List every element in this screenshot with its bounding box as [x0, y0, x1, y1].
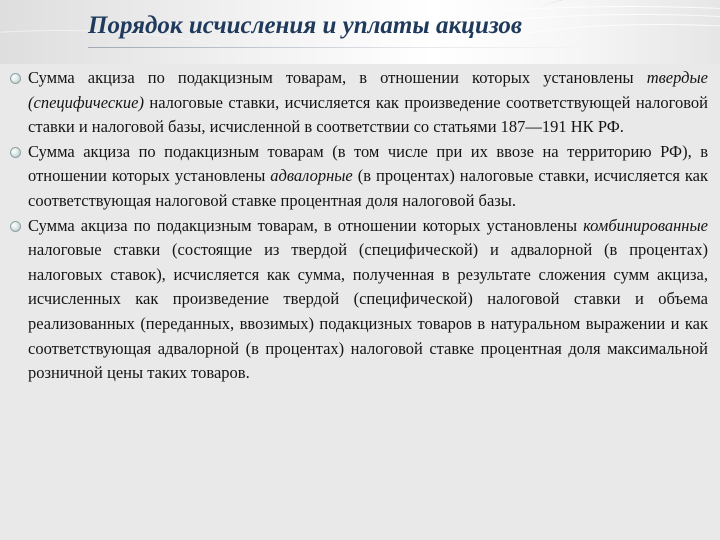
- title-underline: [88, 47, 588, 48]
- bullet-icon: [10, 221, 21, 232]
- bullet-text: [28, 142, 708, 210]
- bullet-list: [8, 66, 708, 386]
- bullet-icon: [10, 147, 21, 158]
- bullet-text: [28, 68, 708, 136]
- emphasized-term: адвалорные: [270, 166, 353, 186]
- bullet-item-specific-rates: [8, 66, 708, 140]
- bullet-item-ad-valorem-rates: [8, 140, 708, 214]
- text-segment: налоговые ставки (состоящие из твердой (специфической) и адвалорной (в процентах) налоговых ставок), исчисляется как сумма, полученная в результате сложения сумм акциза, исчисленных как произведение твердой (специфической) налоговой ставки и объема реализованных (переданных, ввозимых) подакцизных товаров в натуральном выражении и как соответствующая адвалорной (в процентах) налоговой ставке процентная доля максимальной розничной цены таких товаров.: [28, 240, 708, 383]
- text-segment: Сумма акциза по подакцизным товарам, в отношении которых установлены: [28, 68, 647, 87]
- bullet-item-combined-rates: [8, 214, 708, 386]
- text-segment: налоговые ставки, исчисляется как произведение соответствующей налоговой ставки и налоговой базы, исчисленной в соответствии со статьями 187—191 НК РФ.: [28, 92, 708, 137]
- bullet-icon: [10, 73, 21, 84]
- emphasized-term: комбинированные: [583, 215, 708, 235]
- slide-title: Порядок исчисления и уплаты акцизов: [88, 12, 523, 39]
- text-segment: Сумма акциза по подакцизным товарам, в отношении которых установлены: [28, 215, 584, 235]
- emphasized-term: твердые (специфические): [28, 68, 708, 112]
- text-segment: (в процентах) налоговые ставки, исчисляется как соответствующая налоговой ставке процентная доля налоговой базы.: [28, 166, 709, 210]
- text-segment: Сумма акциза по подакцизным товарам (в том числе при их ввозе на территорию РФ), в отношении которых установлены: [28, 141, 708, 186]
- bullet-text: [28, 216, 708, 383]
